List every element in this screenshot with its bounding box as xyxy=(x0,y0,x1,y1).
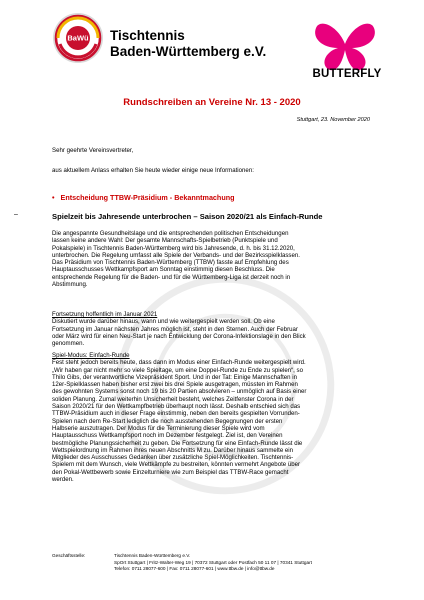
bawu-logo xyxy=(52,12,104,64)
org-line-2: Baden-Württemberg e.V. xyxy=(110,44,267,59)
paragraph-line: soliden Planung. Zumal weiterhin Unsicherheit besteht, welches Zeitfenster Corona in der xyxy=(52,395,294,403)
paragraph-line: Hauptausschusses Wettkampfsport am Sonntag einstimmig diesen Beschluss. Die xyxy=(52,266,275,274)
paragraph-line: Das Präsidium von Tischtennis Baden-Württemberg (TTBW) fasste auf Empfehlung des xyxy=(52,259,289,267)
section-continuation xyxy=(52,311,382,347)
paragraph-line: Fortsetzung im Januar nächsten Jahres möglich ist, steht in den Sternen. Auch der Februar xyxy=(52,325,298,333)
paragraph-decision xyxy=(52,230,382,288)
paragraph-line: Thilo Gibs, der verantwortliche Vizepräsident Sport. Und in der Tat: Einige Mannschaften in xyxy=(52,373,298,381)
paragraph-line: Spielern mit dem Wunsch, viele Wettkämpfe zu bestreiten, könnten vermehrt Angebote über xyxy=(52,461,301,469)
paragraph-line: Abstimmung. xyxy=(52,281,88,289)
footer-line: Telefon: 0711 28077-600 | Fax: 0711 28077-601 | www.ttbw.de | info@ttbw.de xyxy=(114,566,275,572)
paragraph-line: Spielen nach dem Re-Start lediglich die noch ausstehenden Begegnungen der ersten xyxy=(52,417,283,425)
paragraph-line: Mitglieder des Ausschusses Gedanken über zusätzliche Spiel-Möglichkeiten. Tischtennis- xyxy=(52,454,294,462)
org-line-1: Tischtennis xyxy=(110,28,185,43)
paragraph-line: genommen. xyxy=(52,340,85,348)
paragraph-line: Halbserie auszutragen. Der Modus für die Terminierung dieser Spiele wird vom xyxy=(52,424,265,432)
paragraph-line: 12er-Spielklassen haben bisher erst zwei bis drei Spiele ausgetragen, müssten im Rahmen xyxy=(52,381,298,389)
paragraph-line: TTBW-Präsidium auch in dieser Frage einstimmig, neben den bereits gespielten Vorrunden- xyxy=(52,410,300,418)
paragraph-line: bestmögliche Planungssicherheit zu geben. Die Fortsetzung für eine Einfach-Runde lässt die xyxy=(52,439,303,447)
paragraph-line: oder März wird für einen Neu-Start je nach Entwicklung der Corona-Infektionslage in den Blick xyxy=(52,332,306,340)
paragraph-line: Wettspielordnung im Rahmen ihres neuen Abschnitts M zu. Darüber hinaus sammelte ein xyxy=(52,446,294,454)
letter-date: Stuttgart, 23. November 2020 xyxy=(296,117,370,123)
paragraph-line: Pokalspiele) in Tischtennis Baden-Württemberg wird bis Jahresende, d. h. bis 31.12.2020, xyxy=(52,244,295,252)
bullet-icon: • xyxy=(52,193,55,202)
paragraph-line: unterbrochen. Die Regelung umfasst alle Spiele der Verbands- und der Bezirksspielklassen. xyxy=(52,251,300,259)
badge-text: BaWü xyxy=(67,33,89,43)
paragraph-line: Hauptausschuss Wettkampfsport noch im Dezember festgelegt. Ziel ist, den Vereinen xyxy=(52,432,283,440)
circular-title: Rundschreiben an Vereine Nr. 13 - 2020 xyxy=(123,97,301,108)
paragraph-line: den Pokal-Wettbewerb sowie Einzelturniere wie zum Beispiel das TTBW-Race gemacht xyxy=(52,468,289,476)
paragraph-line: Saison 2020/21 für den Wettkampfbetrieb überhaupt noch lässt. Deshalb entschied sich das xyxy=(52,403,301,411)
margin-dash: – xyxy=(14,211,18,218)
footer-line: SpOrt Stuttgart | Fritz-Walter-Weg 19 | 70372 Stuttgart oder Postfach 50 11 07 | 70341 Stuttgart xyxy=(114,559,312,565)
paragraph-line: „Wir haben gar nicht mehr so viele Spieltage, um eine Doppel-Runde zu Ende zu spielen“, so xyxy=(52,366,303,374)
subheading-mode: Spiel-Modus: Einfach-Runde xyxy=(52,352,130,359)
organization-name xyxy=(110,28,266,60)
butterfly-wordmark: BUTTERFLY xyxy=(312,68,382,80)
paragraph-line: Fest steht jedoch bereits heute, dass dann im Modus einer Einfach-Runde weitergespielt wird. xyxy=(52,359,306,367)
section-heading: Spielzeit bis Jahresende unterbrochen – Saison 2020/21 als Einfach-Runde xyxy=(52,212,323,221)
topic-bullet xyxy=(52,193,235,202)
topic-bullet-label: Entscheidung TTBW-Präsidium - Bekanntmachung xyxy=(60,193,235,202)
paragraph-line: Die angespannte Gesundheitslage und die entsprechenden politischen Entscheidungen xyxy=(52,230,289,237)
section-mode xyxy=(52,352,382,483)
paragraph-line: des gewohnten Systems sonst noch 19 bis 20 Partien absolvieren – unmöglich auf Basis einer xyxy=(52,388,307,396)
footer-line: Tischtennis Baden-Württemberg e.V. xyxy=(114,553,191,558)
footer-address xyxy=(114,553,394,573)
footer-label: Geschäftsstelle: xyxy=(52,553,86,558)
paragraph-line: werden. xyxy=(52,476,74,484)
paragraph-line: lassen keine andere Wahl: Der gesamte Mannschafts-Spielbetrieb (Punktspiele und xyxy=(52,237,278,245)
paragraph-line: Diskutiert wurde darüber hinaus, wann und wie weitergespielt werden soll. Ob eine xyxy=(52,318,275,326)
paragraph-line: entsprechende Regelung für die Baden- und für die Württemberg-Liga ist derzeit noch in xyxy=(52,273,291,281)
intro-text: aus aktuellem Anlass erhalten Sie heute wieder einige neue Informationen: xyxy=(52,167,254,174)
salutation: Sehr geehrte Vereinsvertreter, xyxy=(52,147,134,154)
subheading-continuation: Fortsetzung hoffentlich im Januar 2021 xyxy=(52,311,158,318)
